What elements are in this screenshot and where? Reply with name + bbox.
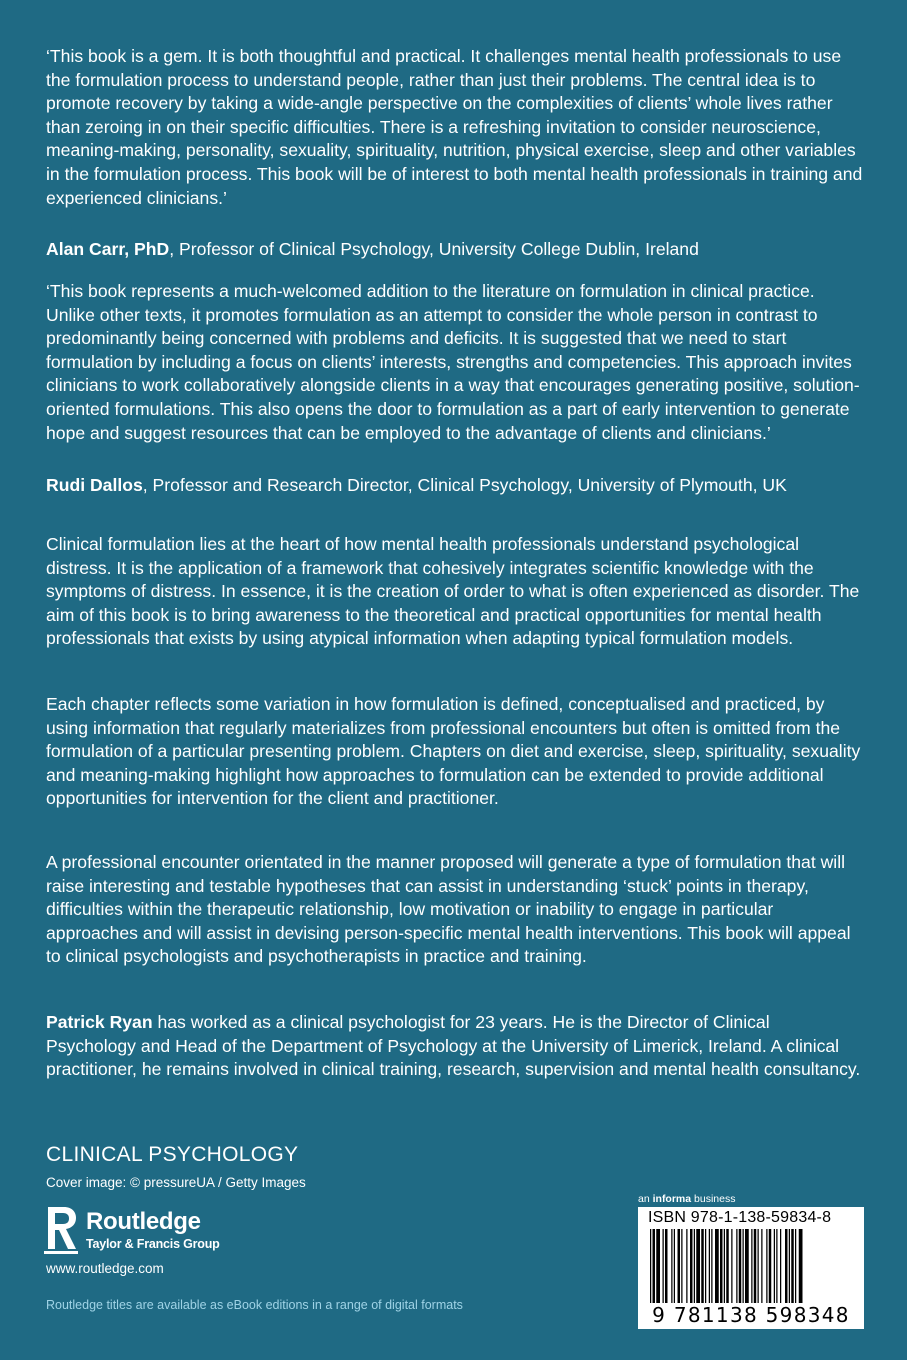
publisher-group: Taylor & Francis Group [86,1237,220,1251]
author-bio-text: has worked as a clinical psychologist for 23 years. He is the Director of Clinical Psychology and Head of the Department of Psychology at the University of Limerick, Ireland. A clinical practitioner, he remains involved in clinical training, research, supervision and mental health consultancy. [46,1012,861,1080]
quote-text: ‘This book is a gem. It is both thoughtful and practical. It challenges mental health professionals to use the formulation process to understand people, rather than just their problems. The central idea is to promote recovery by taking a wide-angle perspective on the complexities of clients’ whole lives rather than zeroing in on their specific difficulties. There is a refreshing invitation to consider neuroscience, meaning-making, personality, sexuality, spirituality, nutrition, physical exercise, sleep and other variables in the formulation process. This book will be of interest to both mental health professionals in training and experienced clinicians.’ [46,46,863,208]
author-bio [46,1011,864,1082]
series-label: CLINICAL PSYCHOLOGY [46,1143,299,1166]
endorsement-attribution-1 [46,238,864,262]
description-paragraph-2: Each chapter reflects some variation in how formulation is defined, conceptualised and practiced, by using information that regularly materializes from professional encounters but often is omitted from the formulation of a particular presenting problem. Chapters on diet and exercise, sleep, spirituality, sexuality and meaning-making highlight how approaches to formulation can be extended to provide additional opportunities for intervention for the client and practitioner. [46,694,861,809]
quote-author: Alan Carr, PhD [46,239,170,259]
quote-text: ‘This book represents a much-welcomed addition to the literature on formulation in clinical practice. Unlike other texts, it promotes formulation as an attempt to consider the whole person in contrast to predominantly being concerned with problems and deficits. It is suggested that we need to start formulation by including a focus on clients’ interests, strengths and competencies. This approach invites clinicians to work collaboratively alongside clients in a way that encourages generating positive, solution-oriented formulations. This also opens the door to formulation as a part of early intervention to generate hope and suggest resources that can be employed to the advantage of clients and clinicians.’ [46,281,860,443]
publisher-logo [44,1205,244,1255]
description-paragraph-3: A professional encounter orientated in the manner proposed will generate a type of formulation that will raise interesting and testable hypotheses that can assist in understanding ‘stuck’ points in therapy, difficulties within the therapeutic relationship, low motivation or inability to engage in particular approaches and will assist in devising person-specific mental health interventions. This book will appeal to clinical psychologists and psychotherapists in practice and training. [46,852,851,967]
isbn-barcode [638,1207,864,1329]
quote-author-role: , Professor and Research Director, Clinical Psychology, University of Plymouth, UK [142,475,787,495]
quote-author-role: , Professor of Clinical Psychology, University College Dublin, Ireland [169,239,699,259]
routledge-logo-icon [44,1205,78,1255]
author-name: Patrick Ryan [46,1012,153,1032]
isbn-number: ISBN 978-1-138-59834-8 [648,1209,832,1226]
ebook-note: Routledge titles are available as eBook editions in a range of digital formats [46,1298,463,1312]
ean-digits: 9 781138 598348 [652,1303,850,1327]
barcode-icon [648,1229,854,1303]
endorsement-quote-2 [46,280,864,445]
quote-author: Rudi Dallos [46,475,143,495]
cover-credit: Cover image: © pressureUA / Getty Images [46,1175,306,1190]
informa-business-label: an informa business [638,1193,736,1205]
publisher-website: www.routledge.com [46,1261,164,1276]
description-paragraph-1: Clinical formulation lies at the heart of how mental health professionals understand psychological distress. It is the application of a framework that cohesively integrates scientific knowledge with the symptoms of distress. In essence, it is the creation of order to what is often experienced as disorder. The aim of this book is to bring awareness to the theoretical and practical opportunities for mental health professionals that exists by using atypical information when adapting typical formulation models. [46,534,860,649]
endorsement-attribution-2 [46,474,864,498]
endorsement-quote-1 [46,45,864,210]
publisher-name: Routledge [86,1208,201,1235]
